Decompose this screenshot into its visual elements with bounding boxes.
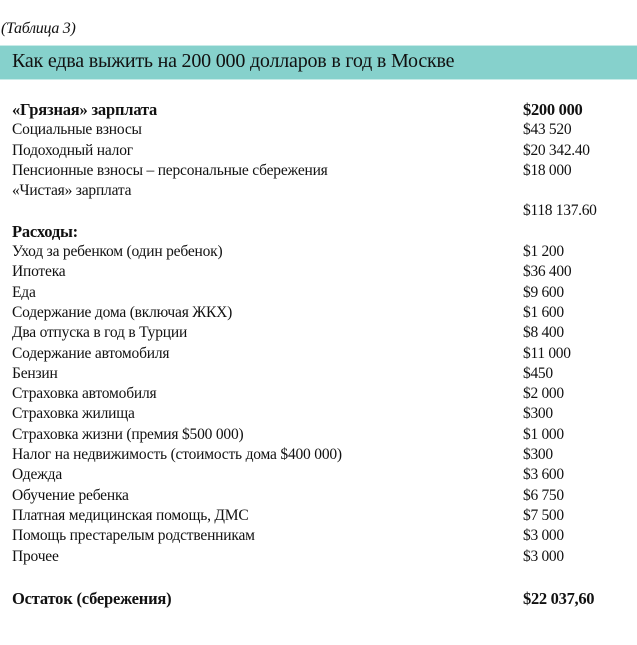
- income-row: [12, 161, 622, 181]
- row-label: Подоходный налог: [12, 141, 133, 159]
- row-label: Одежда: [12, 466, 63, 484]
- title-banner: [0, 45, 637, 80]
- row-label: Содержание автомобиля: [12, 344, 170, 362]
- expenses-section: [12, 242, 622, 567]
- row-value: $300: [523, 405, 553, 423]
- income-row: [12, 120, 622, 140]
- expense-row: [12, 547, 622, 567]
- row-value: $1 200: [523, 243, 564, 261]
- expense-row: [12, 486, 622, 506]
- row-label: Страховка жизни (премия $500 000): [12, 425, 244, 443]
- balance-label: Остаток (сбережения): [12, 588, 172, 608]
- row-value: $3 000: [523, 527, 564, 545]
- row-value: $1 000: [523, 425, 564, 443]
- expense-row: [12, 303, 622, 323]
- expense-row: [12, 404, 622, 424]
- row-value: $118 137.60: [523, 202, 597, 220]
- expense-row: [12, 465, 622, 485]
- row-value: $3 000: [523, 547, 564, 565]
- row-label: Два отпуска в год в Турции: [12, 324, 188, 342]
- row-label: «Чистая» зарплата: [12, 182, 132, 200]
- expense-row: [12, 283, 622, 303]
- expenses-header: Расходы:: [12, 221, 78, 241]
- row-label: Обучение ребенка: [12, 486, 129, 504]
- row-label: Пенсионные взносы – персональные сбережения: [12, 161, 328, 179]
- expense-row: [12, 425, 622, 445]
- row-value: $18 000: [523, 161, 572, 179]
- row-value: $11 000: [523, 344, 571, 362]
- row-value: $450: [523, 364, 553, 382]
- row-value: $1 600: [523, 303, 564, 321]
- row-value: $9 600: [523, 283, 564, 301]
- expense-row: [12, 242, 622, 262]
- row-value: $200 000: [523, 100, 583, 119]
- expense-row: [12, 344, 622, 364]
- income-row: [12, 141, 622, 161]
- row-value: $7 500: [523, 506, 564, 524]
- row-label: Платная медицинская помощь, ДМС: [12, 506, 249, 524]
- row-label: Страховка жилища: [12, 405, 135, 423]
- income-section: [12, 100, 622, 222]
- row-label: Ипотека: [12, 263, 66, 281]
- balance-value: $22 037,60: [523, 588, 595, 608]
- row-label: «Грязная» зарплата: [12, 100, 158, 119]
- income-row: [12, 100, 622, 120]
- table-caption: (Таблица 3): [1, 20, 76, 37]
- balance-row: [12, 589, 622, 609]
- row-label: Еда: [12, 283, 36, 301]
- spacer: [12, 567, 622, 589]
- expense-row: [12, 384, 622, 404]
- income-row: [12, 201, 622, 221]
- row-value: $3 600: [523, 466, 564, 484]
- expenses-header-row: [12, 222, 622, 242]
- row-value: $36 400: [523, 263, 572, 281]
- row-value: $6 750: [523, 486, 564, 504]
- page-title: Как едва выжить на 200 000 долларов в год в Москве: [12, 50, 455, 72]
- row-value: $2 000: [523, 385, 564, 403]
- row-label: Социальные взносы: [12, 121, 142, 139]
- expense-row: [12, 526, 622, 546]
- expense-row: [12, 445, 622, 465]
- row-value: $8 400: [523, 324, 564, 342]
- row-label: Страховка автомобиля: [12, 385, 157, 403]
- row-value: $20 342.40: [523, 141, 590, 159]
- row-value: $43 520: [523, 121, 572, 139]
- row-label: Налог на недвижимость (стоимость дома $400 000): [12, 446, 342, 464]
- expense-row: [12, 323, 622, 343]
- row-label: Прочее: [12, 547, 59, 565]
- income-row: [12, 181, 622, 201]
- row-label: Бензин: [12, 364, 58, 382]
- expense-row: [12, 364, 622, 384]
- row-label: Уход за ребенком (один ребенок): [12, 243, 223, 261]
- row-label: Помощь престарелым родственникам: [12, 527, 255, 545]
- expense-row: [12, 262, 622, 282]
- row-label: Содержание дома (включая ЖКХ): [12, 303, 233, 321]
- row-value: $300: [523, 446, 553, 464]
- budget-table: [12, 100, 622, 609]
- expense-row: [12, 506, 622, 526]
